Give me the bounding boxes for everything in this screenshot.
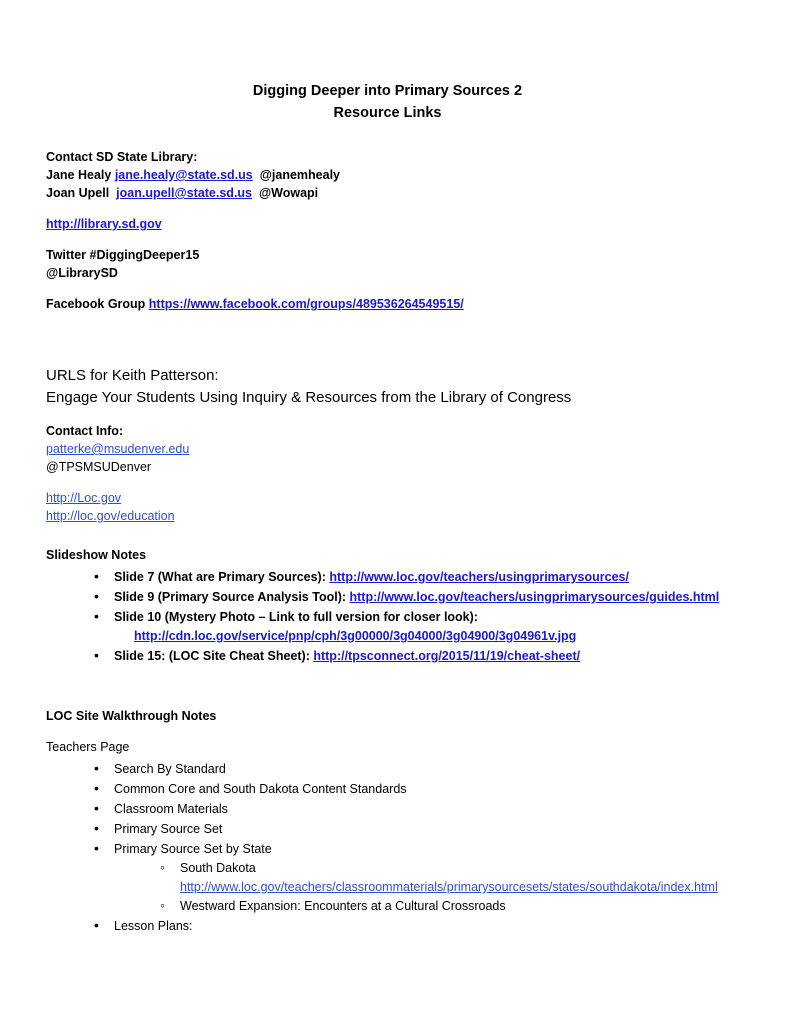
slide-link-3-wrap xyxy=(114,627,729,646)
list-item xyxy=(160,859,729,878)
contact-email-2[interactable]: joan.upell@state.sd.us xyxy=(116,186,252,200)
facebook-label: Facebook Group xyxy=(46,297,149,311)
section2-url-row-2 xyxy=(46,507,729,525)
section2-contact-label: Contact Info: xyxy=(46,424,124,438)
list-item xyxy=(94,588,729,607)
contact-row-1 xyxy=(46,166,729,184)
slide-link-3[interactable]: http://cdn.loc.gov/service/pnp/cph/3g00000/3g04000/3g04900/3g04961v.jpg xyxy=(134,629,577,643)
walkthrough-sublist-2 xyxy=(114,897,729,916)
list-item xyxy=(94,840,729,916)
sub-item-1-link[interactable]: http://www.loc.gov/teachers/classroommaterials/primarysourcesets/states/southdakota/index.html xyxy=(180,880,718,894)
slide-link-1[interactable]: http://www.loc.gov/teachers/usingprimarysources/ xyxy=(329,570,629,584)
document-title xyxy=(46,80,729,124)
section2-heading-line1: URLS for Keith Patterson: xyxy=(46,367,219,384)
list-item xyxy=(160,897,729,916)
list-item: • Primary Source Set xyxy=(94,820,729,839)
contact-handle-1: @janemhealy xyxy=(259,168,340,182)
slide-label-1: Slide 7 (What are Primary Sources): xyxy=(114,570,330,584)
title-line-2: Resource Links xyxy=(333,105,442,121)
contact-row-2 xyxy=(46,184,729,202)
list-item xyxy=(94,608,729,646)
section2-url-row-1 xyxy=(46,489,729,507)
list-item xyxy=(94,568,729,587)
contact-email-1[interactable]: jane.healy@state.sd.us xyxy=(114,168,253,182)
slideshow-heading: Slideshow Notes xyxy=(46,548,147,562)
title-line-1: Digging Deeper into Primary Sources 2 xyxy=(252,83,523,99)
sub-item-2-label: Westward Expansion: Encounters at a Cultural Crossroads xyxy=(180,899,506,913)
slide-link-4[interactable]: http://tpsconnect.org/2015/11/19/cheat-sheet/ xyxy=(313,649,581,663)
contact-name-1: Jane Healy xyxy=(46,168,112,182)
walkthrough-heading: LOC Site Walkthrough Notes xyxy=(46,709,217,723)
contact-handle-2: @Wowapi xyxy=(258,186,319,200)
list-item: • Common Core and South Dakota Content Standards xyxy=(94,780,729,799)
contact-name-2: Joan Upell xyxy=(46,186,110,200)
walkthrough-list xyxy=(46,760,729,936)
slideshow-list xyxy=(46,568,729,666)
sub-item-1-label: South Dakota xyxy=(180,861,256,875)
sub-item-1-url-wrap xyxy=(114,878,729,897)
slide-label-3: Slide 10 (Mystery Photo – Link to full version for closer look): xyxy=(114,610,478,624)
list-item: • Search By Standard xyxy=(94,760,729,779)
walkthrough-subheading: Teachers Page xyxy=(46,740,130,754)
section2-email-link[interactable]: patterke@msudenver.edu xyxy=(46,442,190,456)
facebook-link[interactable]: https://www.facebook.com/groups/489536264549515/ xyxy=(148,297,464,311)
slide-label-2: Slide 9 (Primary Source Analysis Tool): xyxy=(114,590,350,604)
slide-label-4: Slide 15: (LOC Site Cheat Sheet): xyxy=(114,649,314,663)
list-item xyxy=(94,647,729,666)
walkthrough-sublist xyxy=(114,859,729,878)
list-item: • Lesson Plans: xyxy=(94,917,729,936)
twitter-handle: @LibrarySD xyxy=(46,266,118,280)
library-url-link[interactable]: http://library.sd.gov xyxy=(46,217,162,231)
contact-header: Contact SD State Library: xyxy=(46,150,198,164)
section2-url-link-1[interactable]: http://Loc.gov xyxy=(46,491,122,505)
section2-heading-line2: Engage Your Students Using Inquiry & Resources from the Library of Congress xyxy=(46,389,572,406)
twitter-hashtag: Twitter #DiggingDeeper15 xyxy=(46,248,200,262)
slide-link-2[interactable]: http://www.loc.gov/teachers/usingprimarysources/guides.html xyxy=(349,590,720,604)
library-url-row xyxy=(46,215,729,233)
facebook-row xyxy=(46,295,729,313)
section2-handle: @TPSMSUDenver xyxy=(46,460,152,474)
list-item: • Classroom Materials xyxy=(94,800,729,819)
walkthrough-item-5-label: Primary Source Set by State xyxy=(114,842,272,856)
section2-url-link-2[interactable]: http://loc.gov/education xyxy=(46,509,175,523)
section2-email-row xyxy=(46,440,729,458)
